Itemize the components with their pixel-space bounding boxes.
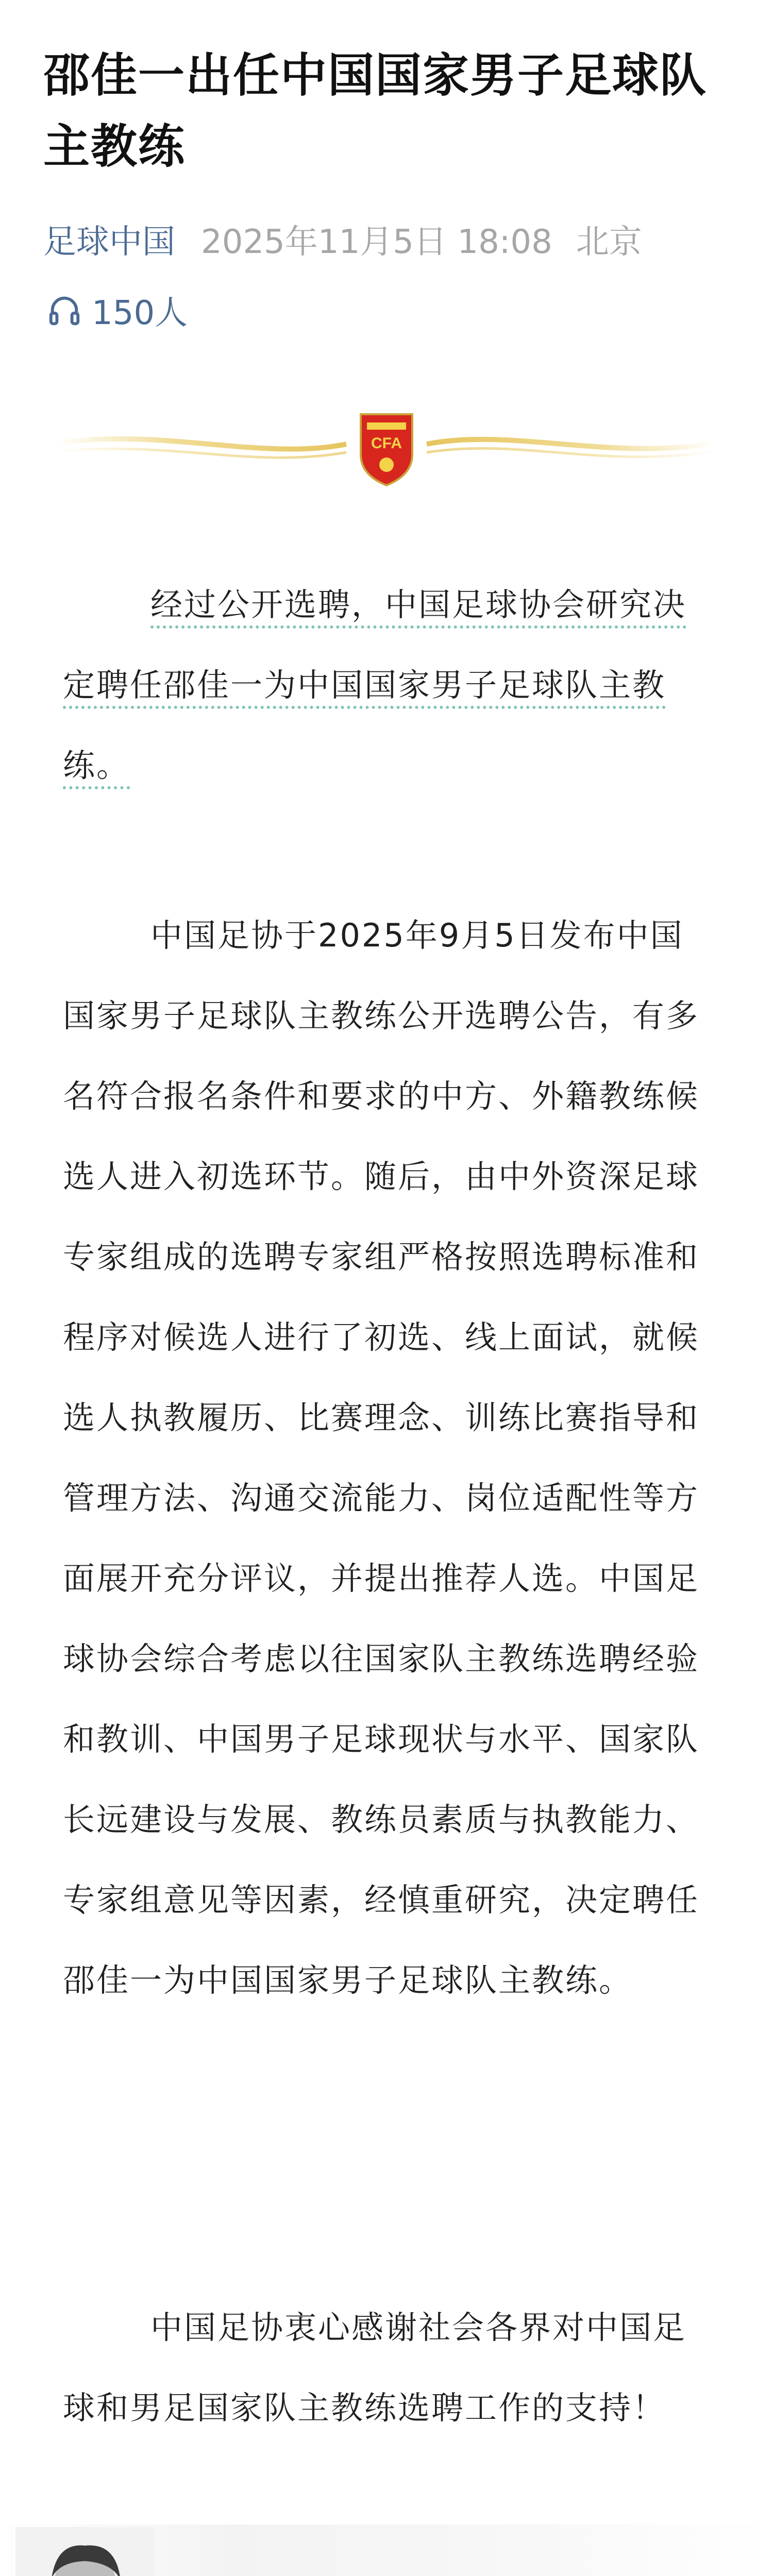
cfa-emblem-icon [361,414,412,485]
body-paragraph: 中国足协于2025年9月5日发布中国国家男子足球队主教练公开选聘公告，有多名符合报名条件和要求的中方、外籍教练候选人进入初选环节。随后，由中外资深足球专家组成的选聘专家组严格按照选聘标准和程序对候选人进行了初选、线上面试，就候选人执教履历、比赛理念、训练比赛指导和管理方法、沟通交流能力、岗位适配性等方面展开充分评议，并提出推荐人选。中国足球协会综合考虑以往国家队主教练选聘经验和教训、中国男子足球现状与水平、国家队长远建设与发展、教练员素质与执教能力、专家组意见等因素，经慎重研究，决定聘任邵佳一为中国国家男子足球队主教练。 [63,917,700,1999]
listen-count: 150人 [92,294,188,332]
account-name-link[interactable]: 足球中国 [43,223,175,261]
lead-paragraph-text: 经过公开选聘，中国足球协会研究决定聘任邵佳一为中国国家男子足球队主教练。 [63,586,686,789]
publish-date: 2025年11月5日 18:08 [201,223,552,261]
listen-button[interactable] [46,286,188,334]
article-title: 邵佳一出任中国国家男子足球队主教练 [43,48,707,174]
lead-paragraph [63,565,715,806]
svg-text:CFA: CFA [371,435,402,452]
closing-paragraph: 中国足协衷心感谢社会各界对中国足球和男足国家队主教练选聘工作的支持！ [63,2309,687,2427]
publish-location: 北京 [576,223,642,261]
article-meta [43,215,642,263]
headphones-icon [46,292,82,328]
author-portrait [15,2527,155,2576]
cfa-banner-divider [58,407,715,489]
